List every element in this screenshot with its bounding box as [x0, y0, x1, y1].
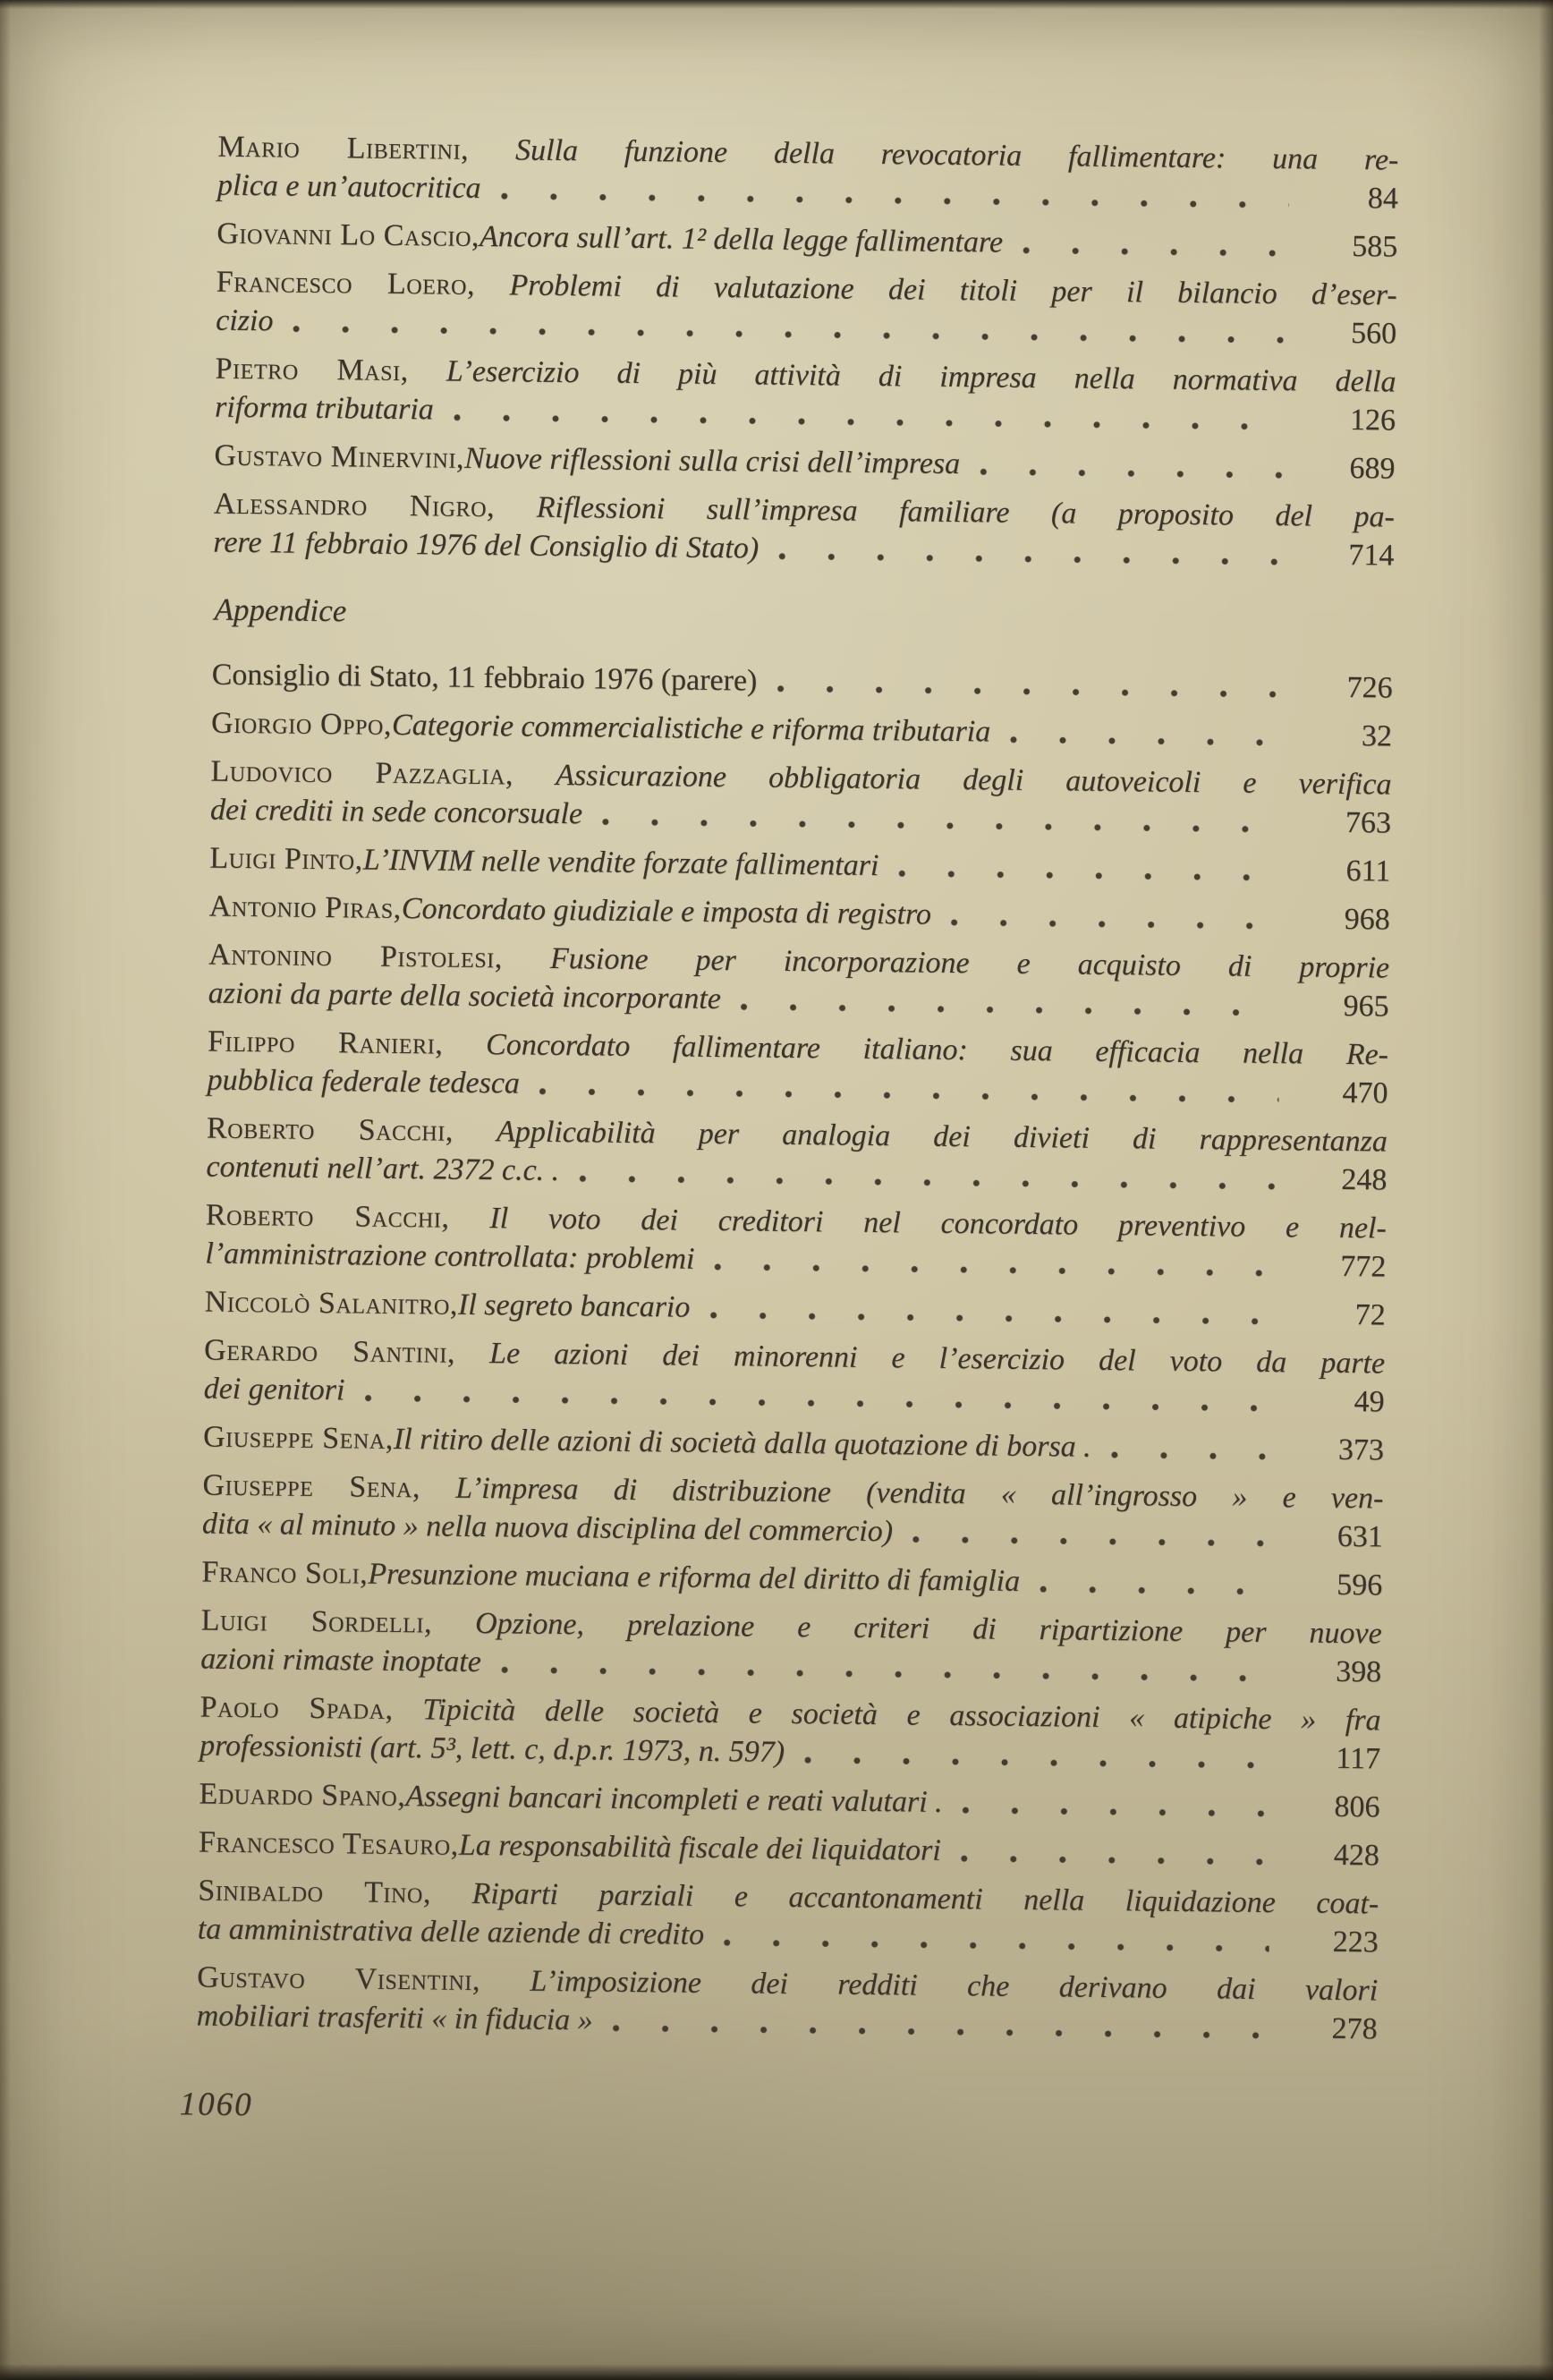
entry-page-number: 965: [1343, 989, 1389, 1024]
entry-author: Gerardo Santini,: [203, 1333, 456, 1370]
index-page-content: [179, 128, 1399, 2138]
entry-line: [209, 839, 1390, 891]
index-entry: [210, 752, 1392, 843]
index-entry: [215, 350, 1396, 440]
entry-line: [209, 888, 1390, 939]
index-entry: [207, 1023, 1388, 1113]
entry-title: Assicurazione obbligatoria degli autoveicoli e verifica: [556, 758, 1392, 802]
entry-page-number: 373: [1337, 1432, 1385, 1467]
entry-page-number: 714: [1348, 538, 1395, 573]
entry-author: Giuseppe Sena,: [202, 1420, 395, 1456]
index-entry: [209, 888, 1390, 939]
dot-leader: [799, 1755, 1271, 1770]
index-entry: [208, 936, 1389, 1026]
entry-page-number: 32: [1361, 719, 1393, 753]
dot-leader: [955, 1854, 1270, 1866]
dot-leader: [1017, 246, 1288, 258]
entry-title-continuation: pubblica federale tedesca: [207, 1063, 521, 1101]
entry-title-continuation: azioni da parte della società incorporante: [208, 976, 722, 1016]
entry-author: Franco Soli,: [201, 1555, 369, 1591]
entry-page-number: 763: [1345, 805, 1392, 840]
entry-line: [216, 215, 1397, 267]
entry-author: Alessandro Nigro,: [213, 487, 496, 524]
photo-edge-right: [1539, 0, 1553, 2380]
index-entry: [213, 485, 1395, 575]
entry-title-continuation: dita « al minuto » nella nuova disciplina del commercio): [201, 1507, 894, 1549]
index-entry: [216, 215, 1397, 267]
index-entry: [209, 839, 1390, 891]
index-entry: [205, 1283, 1386, 1335]
dot-leader: [1005, 735, 1283, 748]
entry-title: Il voto dei creditori nel concordato preventivo e nel-: [489, 1202, 1388, 1245]
index-entry: [199, 1823, 1379, 1874]
entry-title: Riparti parziali e accantonamenti nella liquidazione coat-: [471, 1876, 1379, 1921]
entry-title-continuation: mobiliari trasferiti « in fiducia »: [196, 1999, 593, 2037]
entry-page-number: 398: [1335, 1654, 1382, 1689]
dot-leader: [448, 413, 1286, 432]
entry-title: L’INVIM nelle vendite forzate fallimentari: [362, 843, 879, 883]
index-entry: [211, 704, 1392, 756]
entry-page-number: 585: [1352, 230, 1398, 264]
entry-title: Problemi di valutazione dei titoli per il bilancio d’eser-: [509, 268, 1397, 312]
index-entry: [206, 1109, 1388, 1200]
index-entry: [217, 128, 1399, 218]
entry-title: La responsabilità fiscale dei liquidatori: [458, 1828, 941, 1867]
page-folio-number: 1060: [179, 2086, 253, 2124]
entry-title-continuation: dei crediti in sede concorsuale: [209, 793, 583, 831]
entry-title: Le azioni dei minorenni e l’esercizio del voto da parte: [488, 1337, 1386, 1381]
photo-edge-top: [0, 0, 1553, 9]
entry-title: Applicabilità per analogia dei divieti di rappresentanza: [496, 1115, 1388, 1159]
entry-page-number: 611: [1345, 854, 1391, 888]
entry-title: L’impresa di distribuzione (vendita « all’ingrosso » e ven-: [455, 1471, 1384, 1516]
entry-title: Fusione per incorporazione e acquisto di proprie: [549, 941, 1390, 985]
entry-title: L’imposizione dei redditi che derivano dai valori: [530, 1964, 1379, 2008]
dot-leader: [957, 1806, 1271, 1818]
dot-leader: [1106, 1450, 1275, 1461]
dot-leader: [534, 1087, 1279, 1104]
index-entry: [199, 1775, 1379, 1827]
index-entry: [198, 1871, 1379, 1961]
entry-author: Francesco Loero,: [216, 265, 476, 302]
dot-leader: [573, 1174, 1277, 1191]
entry-author: Gustavo Visentini,: [197, 1960, 481, 1998]
entry-page-number: 428: [1333, 1838, 1380, 1873]
entry-page-number: 560: [1350, 317, 1397, 351]
entry-page-number: 278: [1331, 2011, 1378, 2046]
entry-title-continuation: professionisti (art. 5³, lett. c, d.p.r. 1973, n. 597): [199, 1729, 785, 1769]
entry-title: L’esercizio di più attività di impresa nella normativa della: [446, 354, 1396, 399]
entry-title: Consiglio di Stato, 11 febbraio 1976 (parere): [211, 658, 758, 698]
entry-page-number: 689: [1349, 451, 1396, 486]
entry-title-continuation: cizio: [216, 303, 274, 338]
entry-author: Giorgio Oppo,: [210, 706, 393, 742]
index-entry: [199, 1688, 1381, 1779]
entry-author: Sinibaldo Tino,: [198, 1874, 432, 1910]
entry-author: Mario Libertini,: [217, 130, 470, 166]
entry-page-number: 49: [1354, 1385, 1385, 1419]
index-entry: [201, 1553, 1382, 1605]
entry-page-number: 968: [1344, 902, 1390, 937]
entry-author: Niccolò Salanitro,: [204, 1285, 459, 1322]
entry-page-number: 248: [1341, 1162, 1388, 1197]
entry-author: Antonio Piras,: [208, 889, 403, 926]
index-entries-appendix: [196, 656, 1392, 2049]
entry-title-continuation: plica e un’autocritica: [216, 168, 481, 205]
dot-leader: [718, 1938, 1269, 1953]
entry-line: [205, 1283, 1386, 1335]
entry-title: Tipicità delle società e società e associazioni « atipiche » fra: [422, 1693, 1381, 1738]
entry-title: Categorie commercialistiche e riforma tributaria: [391, 708, 991, 749]
dot-leader: [709, 1262, 1277, 1278]
entry-title-continuation: riforma tributaria: [214, 390, 435, 427]
dot-leader: [907, 1534, 1274, 1548]
photo-edge-left: [0, 0, 11, 2380]
entry-page-number: 596: [1337, 1568, 1383, 1602]
appendix-heading: Appendice: [214, 591, 347, 629]
entry-page-number: 772: [1340, 1249, 1387, 1284]
entry-line: [211, 656, 1392, 708]
entry-page-number: 126: [1349, 403, 1396, 438]
entry-author: Roberto Sacchi,: [205, 1198, 450, 1235]
entry-author: Paolo Spada,: [199, 1690, 394, 1726]
entry-title: Assegni bancari incompleti e reati valutari .: [405, 1780, 943, 1819]
entry-author: Pietro Masi,: [215, 352, 410, 388]
entry-author: Luigi Pinto,: [209, 841, 364, 877]
entry-page-number: 84: [1367, 182, 1399, 216]
dot-leader: [893, 869, 1281, 882]
entry-title-continuation: contenuti nell’art. 2372 c.c. .: [206, 1150, 560, 1188]
entry-page-number: 117: [1336, 1741, 1381, 1776]
dot-leader: [974, 467, 1286, 480]
dot-leader: [607, 2024, 1269, 2040]
entry-title: Il ritiro delle azioni di società dalla quotazione di borsa .: [393, 1422, 1091, 1464]
entry-title: Sulla funzione della revocatoria fallimentare: una re-: [514, 133, 1399, 177]
dot-leader: [287, 325, 1287, 345]
entry-line: [201, 1553, 1382, 1605]
dot-leader: [1034, 1585, 1273, 1596]
entry-page-number: 223: [1332, 1925, 1379, 1959]
entry-page-number: 726: [1346, 670, 1393, 705]
entry-page-number: 470: [1342, 1075, 1388, 1110]
entry-title-continuation: ta amministrativa delle aziende di credito: [197, 1912, 705, 1951]
entry-line: [199, 1823, 1379, 1874]
entry-author: Antonino Pistolesi,: [208, 938, 504, 975]
index-entry: [205, 1196, 1387, 1287]
dot-leader: [704, 1311, 1276, 1326]
index-entry: [211, 656, 1392, 708]
dot-leader: [495, 191, 1288, 209]
entry-page-number: 806: [1334, 1789, 1380, 1824]
entry-title: Ancora sull’art. 1² della legge fallimentare: [479, 219, 1004, 259]
index-entry: [202, 1466, 1384, 1557]
entry-title: Concordato fallimentare italiano: sua efficacia nella Re-: [485, 1028, 1389, 1072]
dot-leader: [771, 684, 1283, 699]
entry-title: Il segreto bancario: [457, 1288, 691, 1324]
index-entry: [216, 263, 1397, 353]
entry-author: Luigi Sordelli,: [200, 1603, 433, 1640]
entry-author: Roberto Sacchi,: [206, 1111, 454, 1148]
entry-author: Giuseppe Sena,: [202, 1468, 421, 1505]
entry-author: Francesco Tesauro,: [198, 1825, 460, 1862]
entry-title: Concordato giudiziale e imposta di registro: [401, 892, 932, 931]
dot-leader: [946, 918, 1281, 931]
entry-title-continuation: rere 11 febbraio 1976 del Consiglio di Stato): [213, 525, 760, 565]
entry-author: Eduardo Spano,: [199, 1777, 406, 1814]
dot-leader: [496, 1665, 1272, 1683]
entry-line: [214, 437, 1395, 489]
index-entries-main: [213, 128, 1398, 575]
entry-author: Giovanni Lo Cascio,: [216, 217, 480, 253]
entry-author: Ludovico Pazzaglia,: [210, 754, 514, 792]
index-entry: [203, 1331, 1385, 1422]
dot-leader: [597, 817, 1282, 834]
entry-line: [203, 1418, 1384, 1470]
entry-page-number: 631: [1337, 1519, 1384, 1554]
dot-leader: [773, 552, 1285, 566]
entry-author: Filippo Ranieri,: [207, 1024, 444, 1061]
entry-title-continuation: azioni rimaste inoptate: [200, 1642, 482, 1679]
index-entry: [196, 1958, 1378, 2048]
entry-title: Opzione, prelazione e criteri di ripartizione per nuove: [474, 1606, 1382, 1651]
entry-title: Presunzione muciana e riforma del diritto di famiglia: [368, 1557, 1021, 1598]
index-entry: [214, 437, 1395, 489]
photo-edge-bottom: [0, 2364, 1553, 2380]
entry-title-continuation: l’amministrazione controllata: problemi: [205, 1237, 695, 1276]
entry-title-continuation: dei genitori: [203, 1372, 345, 1407]
dot-leader: [359, 1393, 1275, 1413]
entry-title: Riflessioni sull’impresa familiare (a proposito del pa-: [536, 490, 1396, 534]
dot-leader: [735, 1002, 1280, 1017]
index-entry: [200, 1602, 1382, 1692]
entry-line: [199, 1775, 1379, 1827]
entry-author: Gustavo Minervini,: [214, 438, 465, 475]
index-entry: [203, 1418, 1384, 1470]
entry-page-number: 72: [1354, 1298, 1386, 1332]
entry-title: Nuove riflessioni sulla crisi dell’impresa: [463, 441, 961, 481]
entry-line: [211, 704, 1392, 756]
